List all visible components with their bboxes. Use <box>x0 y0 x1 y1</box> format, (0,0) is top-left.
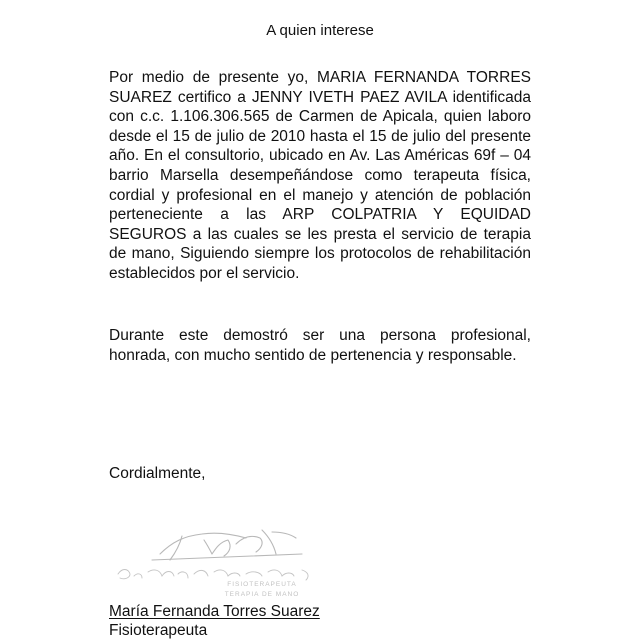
letter-greeting: A quien interese <box>266 22 374 39</box>
stamp-text-line: FISIOTERAPEUTA <box>227 581 297 588</box>
signature-image <box>112 520 352 602</box>
letter-body-paragraph-2: Durante este demostró ser una persona profesional, honrada, con mucho sentido de pertenencia y responsable. <box>109 327 531 364</box>
stamp-text-line: TERAPIA DE MANO <box>224 591 300 598</box>
letter-closing: Cordialmente, <box>109 465 206 482</box>
letter-body-paragraph-1: Por medio de presente yo, MARIA FERNANDA TORRES SUAREZ certifico a JENNY IVETH PAEZ AVILA identificada con c.c. 1.106.306.565 de Carmen de Apicala, quien laboro desde el 15 de julio de 2010 hasta el 15 de julio del presente año. En el consultorio, ubicado en Av. Las Américas 69f – 04 barrio Marsella desempeñándose como terapeuta física, cordial y profesional en el manejo y atención de población perteneciente a las ARP COLPATRIA Y EQUIDAD SEGUROS a las cuales se les presta el servicio de terapia de mano, Siguiendo siempre los protocolos de rehabilitación establecidos por el servicio. <box>109 69 531 282</box>
signer-name: María Fernanda Torres Suarez <box>109 603 320 620</box>
signer-title: Fisioterapeuta <box>109 622 208 639</box>
handwritten-signature <box>112 520 352 602</box>
